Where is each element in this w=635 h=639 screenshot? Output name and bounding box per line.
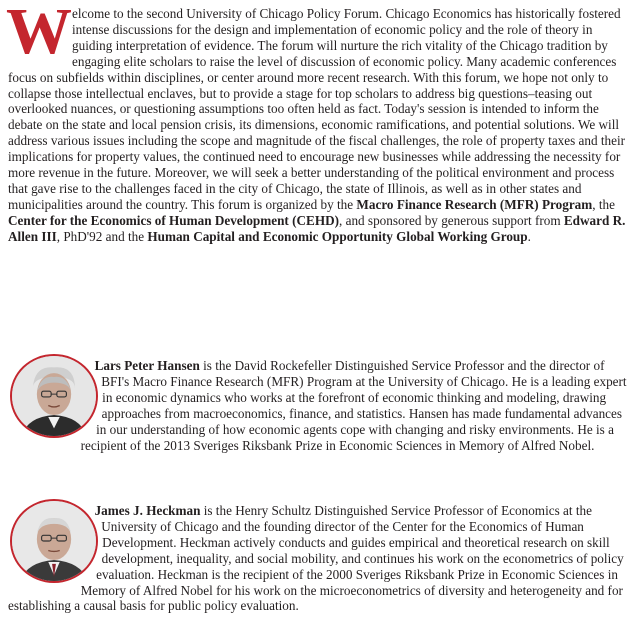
portrait-hansen (10, 354, 98, 438)
hansen-photo-icon (12, 356, 96, 436)
drop-cap: W (6, 0, 69, 68)
heckman-photo-icon (12, 501, 96, 581)
intro-paragraph (6, 0, 630, 245)
bio-name-hansen: Lars Peter Hansen (94, 358, 200, 373)
portrait-heckman (10, 499, 98, 583)
intro-text-3: , and sponsored by generous support from (339, 212, 564, 228)
intro-text-2: , the (592, 196, 615, 212)
bio-text-heckman: is the Henry Schultz Distinguished Service Professor of Economics at the University of Chicago and the founding director of the Center for the Economics of Human Development. Heckman actively conducts and guides empirical and theoretical research on skill development, inequality, and social mobility, and continues his work on the econometrics of policy evaluation. Heckman is the recipient of the 2000 Sveriges Riksbank Prize in Economic Sciences in Memory of Alfred Nobel for his work on the microeconometrics of diversity and heterogeneity and for establishing a causal basis for public policy evaluation. (8, 503, 624, 614)
org-hceo: Human Capital and Economic Opportunity Global Working Group (147, 228, 528, 244)
intro-text-1: elcome to the second University of Chicago Policy Forum. Chicago Economics has historically fostered intense discussions for the design and implementation of economic policy and the role of theory in guiding interpretation of evidence. The forum will nurture the rich vitality of the Chicago tradition by engaging elite scholars to raise the level of discussion of economic policy. Many academic conferences focus on subfields within disciplines, or center around more recent research. With this forum, we hope not only to collapse those intellectual enclaves, but to provide a stage for top scholars to address big questions–teasing out overlooked nuances, or questioning assumptions too often held as fact. Today's session is intended to inform the debate on the state and local pension crisis, its dimensions, economic ramifications, and potential solutions. We will address various issues including the scope and magnitude of the fiscal challenges, the role of property taxes and their implications for property values, the continued need to encourage new businesses while addressing the necessity for more revenue in the future. Moreover, we will seek a better understanding of the political environment and process that gave rise to the challenges faced in the city of Chicago, the state of Illinois, as well as in other states and municipalities around the country. This forum is organized by the (8, 6, 626, 212)
sponsor-name: Edward R. Allen III (8, 212, 626, 244)
bio-name-heckman: James J. Heckman (94, 503, 201, 518)
bio-heckman (8, 503, 630, 614)
bio-hansen (8, 358, 630, 453)
bio-text-hansen: is the David Rockefeller Distinguished Service Professor and the director of BFI's Macro Finance Research (MFR) Program at the University of Chicago. He is a leading expert in economic dynamics who works at the forefront of economic thinking and modeling, drawing approaches from macroeconomics, finance, and statistics. Hansen has made fundamental advances in our understanding of how economic agents cope with changing and risky environments. He is a recipient of the 2013 Sveriges Riksbank Prize in Economic Sciences in Memory of Alfred Nobel. (80, 358, 627, 453)
org-cehd: Center for the Economics of Human Development (CEHD) (8, 212, 339, 228)
org-mfr: Macro Finance Research (MFR) Program (356, 196, 593, 212)
intro-text-4: , PhD'92 and the (56, 228, 148, 244)
intro-text-5: . (527, 228, 531, 244)
